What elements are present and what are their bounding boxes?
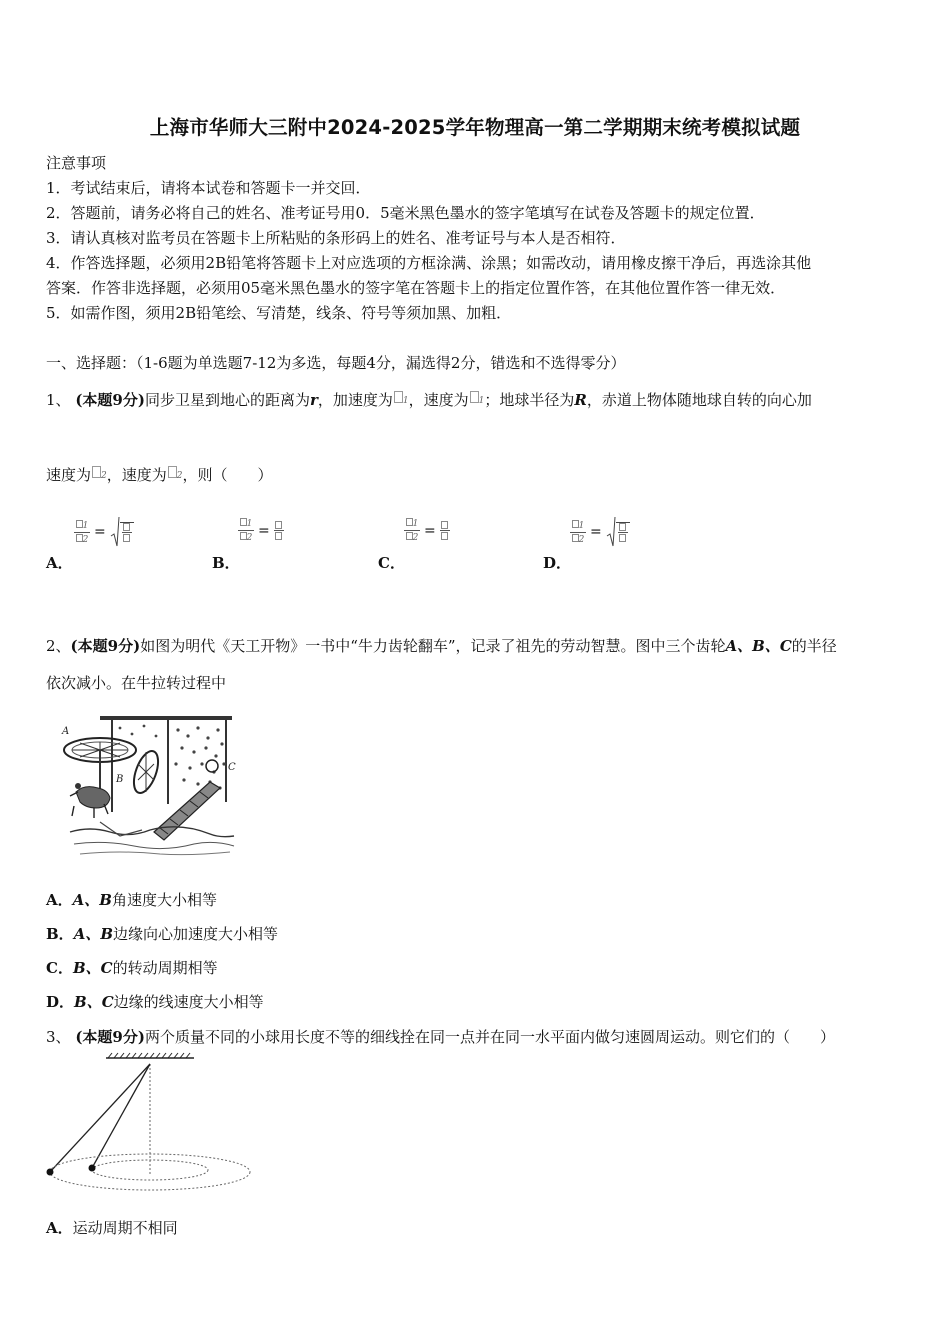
option-c-formula — [404, 518, 450, 543]
option-text: 边缘向心加速度大小相等 — [113, 925, 279, 943]
option-text: 的转动周期相等 — [112, 959, 218, 977]
question-text: 速度为 — [46, 466, 92, 484]
option-label: A． — [46, 1219, 73, 1237]
option-label: C． — [46, 959, 73, 977]
variables: A、B — [73, 925, 114, 943]
option-label: C． — [378, 554, 405, 572]
variables: B、C — [74, 993, 114, 1011]
fraction: $\frac{1}{2}$ — [238, 518, 254, 543]
symbol-placeholder — [168, 466, 177, 478]
subscript: 1 — [402, 396, 409, 406]
fraction — [274, 521, 284, 540]
question-score: (本题9分) — [75, 391, 145, 409]
question-2-line-1 — [46, 635, 837, 656]
equals-sign: = — [94, 524, 106, 540]
equals-sign: = — [590, 524, 602, 540]
question-number: 3、 — [46, 1028, 71, 1046]
ox-gear-waterwheel-figure — [60, 712, 240, 864]
option-text: 边缘的线速度大小相等 — [113, 993, 264, 1011]
variables: A、B — [72, 891, 112, 909]
question-text: 两个质量不同的小球用长度不等的细线拴在同一点并在同一水平面内做匀速圆周运动。则它们的（ ） — [144, 1028, 835, 1046]
option-label: A． — [46, 891, 73, 909]
notice-item-4-cont: 答案．作答非选择题，必须用05毫米黑色墨水的签字笔在答题卡上的指定位置作答，在其他位置作答一律无效． — [46, 279, 786, 297]
notice-item-3: 3．请认真核对监考员在答题卡上所粘贴的条形码上的姓名、准考证号与本人是否相符． — [46, 229, 626, 247]
equals-sign: = — [258, 522, 270, 539]
variables: B、C — [72, 959, 113, 977]
subscript: 2 — [101, 471, 107, 481]
option-label: B． — [212, 554, 240, 572]
q3-option-a[interactable] — [46, 1217, 178, 1238]
sqrt-symbol — [606, 516, 630, 548]
question-3-line-1 — [46, 1026, 835, 1047]
question-text: ，速度为 — [408, 391, 469, 409]
q2-option-d[interactable] — [46, 991, 264, 1012]
question-text: 如图为明代《天工开物》一书中“牛力齿轮翻车”，记录了祖先的劳动智慧。图中三个齿轮 — [140, 637, 726, 655]
fraction: $\frac{1}{2}$ — [570, 520, 586, 545]
gear-b-label: B — [116, 774, 124, 785]
symbol-placeholder — [470, 391, 479, 403]
subscript: 2 — [176, 471, 183, 481]
question-2-line-2: 依次减小。在牛拉转过程中 — [46, 674, 227, 692]
question-number: 1、 — [46, 391, 71, 409]
option-d-label[interactable] — [543, 552, 571, 573]
option-label: D． — [46, 993, 75, 1011]
notice-item-2: 2．答题前，请务必将自己的姓名、准考证号用0．5毫米黑色墨水的签字笔填写在试卷及答题卡的规定位置． — [46, 204, 765, 222]
option-a-label[interactable] — [46, 552, 73, 573]
question-text: ；地球半径为 — [484, 391, 575, 409]
question-1-line-1 — [46, 389, 812, 410]
question-text: 同步卫星到地心的距离为 — [144, 391, 310, 409]
option-label: B． — [46, 925, 74, 943]
symbol-placeholder — [92, 466, 101, 478]
option-label: D． — [543, 554, 572, 572]
question-text: ，赤道上物体随地球自转的向心加 — [586, 391, 812, 409]
q2-option-a[interactable] — [46, 889, 217, 910]
gear-c-label: C — [228, 762, 236, 773]
notice-item-1: 1．考试结束后，请将本试卷和答题卡一并交回． — [46, 179, 371, 197]
q2-option-b[interactable] — [46, 923, 278, 944]
question-1-line-2 — [46, 464, 273, 485]
symbol-placeholder — [394, 391, 403, 403]
section-heading: 一、选择题：（1-6题为单选题7-12为多选，每题4分，漏选得2分，错选和不选得零分） — [46, 354, 626, 372]
variables: A、B、C — [725, 637, 792, 655]
subscript: 1 — [478, 396, 485, 406]
fraction: $\frac{1}{2}$ — [404, 518, 420, 543]
question-text: 的半径 — [791, 637, 837, 655]
q2-option-c[interactable] — [46, 957, 218, 978]
question-score: (本题9分) — [75, 1028, 145, 1046]
option-b-formula — [238, 518, 284, 543]
question-number: 2、 — [46, 637, 71, 655]
option-label: A． — [46, 554, 73, 572]
variable-R: R — [574, 391, 587, 409]
variable-r: r — [309, 391, 318, 409]
question-score: (本题9分) — [70, 637, 141, 655]
option-a-formula — [74, 516, 134, 548]
question-text: ，速度为 — [106, 466, 167, 484]
option-b-label[interactable] — [212, 552, 240, 573]
notice-item-4: 4．作答选择题，必须用2B铅笔将答题卡上对应选项的方框涂满、涂黑；如需改动，请用橡皮擦干净后，再选涂其他 — [46, 254, 812, 272]
option-d-formula — [570, 516, 630, 548]
option-text: 角速度大小相等 — [111, 891, 217, 909]
gear-a-label: A — [62, 726, 70, 737]
page-title: 上海市华师大三附中2024-2025学年物理高一第二学期期末统考模拟试题 — [149, 116, 801, 139]
conical-pendulum-figure — [42, 1050, 256, 1198]
fraction — [440, 521, 450, 540]
notice-item-5: 5．如需作图，须用2B铅笔绘、写清楚，线条、符号等须加黑、加粗． — [46, 304, 512, 322]
notice-heading: 注意事项 — [46, 154, 107, 172]
option-text: 运动周期不相同 — [72, 1219, 178, 1237]
question-text: ，加速度为 — [317, 391, 393, 409]
option-c-label[interactable] — [378, 552, 405, 573]
question-text: ，则（ ） — [182, 466, 273, 484]
sqrt-symbol — [110, 516, 134, 548]
equals-sign: = — [424, 522, 436, 539]
fraction: $\frac{1}{2}$ — [74, 520, 90, 545]
